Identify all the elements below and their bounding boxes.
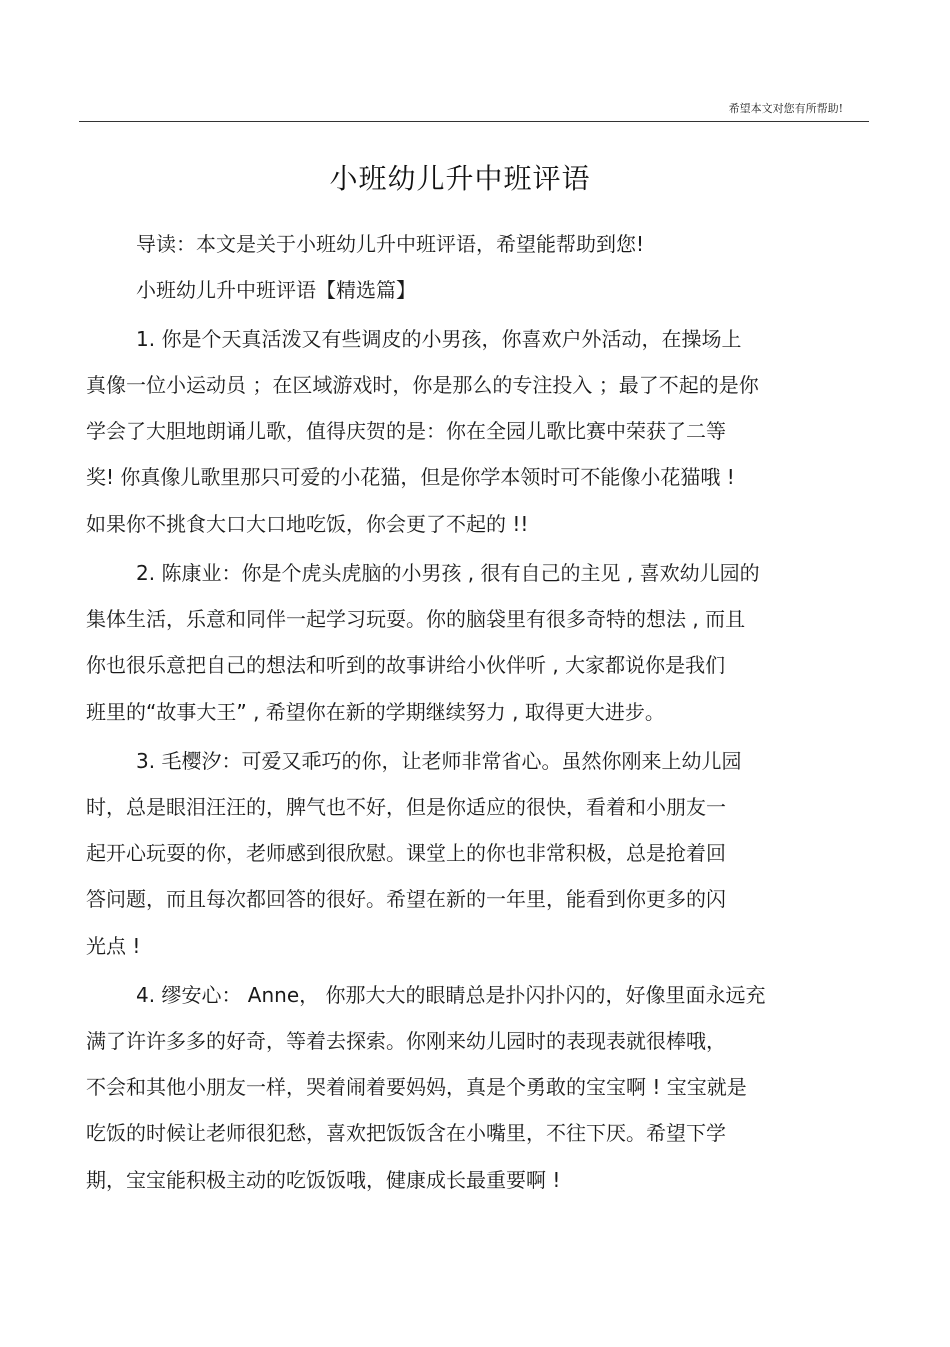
paragraph-2-line: 你也很乐意把自己的想法和听到的故事讲给小伙伴听 , 大家都说你是我们 [86, 653, 726, 677]
intro-line: 导读：本文是关于小班幼儿升中班评语，希望能帮助到您! [136, 232, 645, 256]
paragraph-4-line: 期，宝宝能积极主动的吃饭饭哦，健康成长最重要啊 ! [86, 1168, 561, 1192]
paragraph-2-line: 集体生活，乐意和同伴一起学习玩耍。你的脑袋里有很多奇特的想法 , 而且 [86, 607, 746, 631]
paragraph-4-line: 吃饭的时候让老师很犯愁，喜欢把饭饭含在小嘴里，不往下厌。希望下学 [86, 1121, 726, 1145]
paragraph-4-line: 不会和其他小朋友一样，哭着闹着要妈妈，真是个勇敢的宝宝啊 ! 宝宝就是 [86, 1075, 747, 1099]
paragraph-4-line: 4. 缪安心： Anne， 你那大大的眼睛总是扑闪扑闪的，好像里面永远充 [136, 983, 766, 1007]
section-heading: 小班幼儿升中班评语【精选篇】 [136, 278, 416, 302]
paragraph-3-line: 3. 毛樱汐：可爱又乖巧的你，让老师非常省心。虽然你刚来上幼儿园 [136, 749, 742, 773]
page-title: 小班幼儿升中班评语 [329, 162, 591, 195]
paragraph-1-line: 真像一位小运动员 ；在区域游戏时，你是那么的专注投入 ；最了不起的是你 [86, 373, 759, 397]
paragraph-3-line: 光点 ! [86, 934, 141, 958]
paragraph-1-line: 学会了大胆地朗诵儿歌，值得庆贺的是：你在全园儿歌比赛中荣获了二等 [86, 419, 726, 443]
paragraph-1-line: 1. 你是个天真活泼又有些调皮的小男孩，你喜欢户外活动，在操场上 [136, 327, 742, 351]
paragraph-2-line: 2. 陈康业：你是个虎头虎脑的小男孩 , 很有自己的主见 , 喜欢幼儿园的 [136, 561, 760, 585]
paragraph-3-line: 答问题，而且每次都回答的很好。希望在新的一年里，能看到你更多的闪 [86, 887, 726, 911]
header-note: 希望本文对您有所帮助! [728, 102, 843, 115]
paragraph-3-line: 时，总是眼泪汪汪的，脾气也不好，但是你适应的很快，看着和小朋友一 [86, 795, 726, 819]
header-divider [79, 121, 869, 122]
paragraph-1-line: 奖! 你真像儿歌里那只可爱的小花猫，但是你学本领时可不能像小花猫哦 ! [86, 465, 735, 489]
paragraph-1-line: 如果你不挑食大口大口地吃饭，你会更了不起的 !! [86, 512, 529, 536]
paragraph-3-line: 起开心玩耍的你，老师感到很欣慰。课堂上的你也非常积极，总是抢着回 [86, 841, 726, 865]
paragraph-4-line: 满了许许多多的好奇，等着去探索。你刚来幼儿园时的表现表就很棒哦， [86, 1029, 726, 1053]
paragraph-2-line: 班里的“故事大王” , 希望你在新的学期继续努力 , 取得更大进步。 [86, 700, 665, 724]
